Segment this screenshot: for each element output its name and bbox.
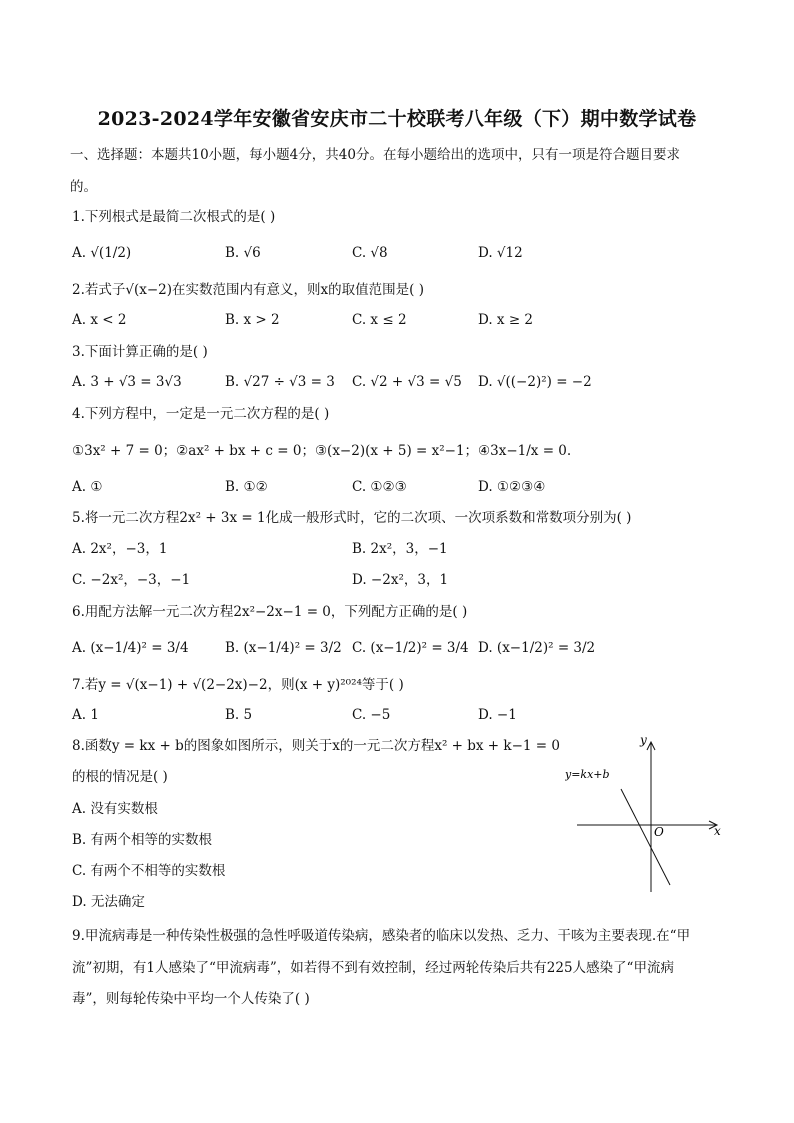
question-7-option-c: C. −5 <box>352 707 391 723</box>
question-8-stem-line2: 的根的情况是( ) <box>72 769 168 785</box>
question-8-option-d: D. 无法确定 <box>72 894 145 910</box>
question-2-option-c: C. x ≤ 2 <box>352 312 407 328</box>
question-1-option-c: C. √8 <box>352 245 388 261</box>
question-3-option-d: D. √((−2)²) = −2 <box>478 374 592 390</box>
x-axis-label: x <box>714 824 721 838</box>
question-6-option-d: D. (x−1/2)² = 3/2 <box>478 640 596 656</box>
question-8-stem-line1: 8.函数y = kx + b的图象如图所示，则关于x的一元二次方程x² + bx + k−1 = 0 <box>72 738 560 754</box>
line-equation-label: y=kx+b <box>565 768 610 781</box>
question-8-option-a: A. 没有实数根 <box>72 801 158 817</box>
question-4-option-c: C. ①②③ <box>352 479 407 495</box>
question-1-stem: 1.下列根式是最简二次根式的是( ) <box>72 209 276 225</box>
question-5-option-c: C. −2x²，−3，−1 <box>72 572 191 588</box>
question-2-option-d: D. x ≥ 2 <box>478 312 534 328</box>
section-heading-line1: 一、选择题：本题共10小题，每小题4分，共40分。在每小题给出的选项中，只有一项是符合题目要求 <box>70 147 680 163</box>
question-8-graph <box>565 732 730 897</box>
question-5-option-b: B. 2x²，3，−1 <box>352 541 448 557</box>
question-4-option-a: A. ① <box>72 479 103 495</box>
question-4-option-b: B. ①② <box>225 479 268 495</box>
question-2-option-b: B. x > 2 <box>225 312 280 328</box>
question-8-option-b: B. 有两个相等的实数根 <box>72 832 213 848</box>
question-9-stem-line3: 毒”，则每轮传染中平均一个人传染了( ) <box>72 991 310 1007</box>
question-5-stem: 5.将一元二次方程2x² + 3x = 1化成一般形式时，它的二次项、一次项系数和常数项分别为( ) <box>72 510 632 526</box>
question-1-option-b: B. √6 <box>225 245 261 261</box>
question-4-detail: ①3x² + 7 = 0；②ax² + bx + c = 0；③(x−2)(x + 5) = x²−1；④3x−1/x = 0. <box>72 443 572 459</box>
question-6-option-b: B. (x−1/4)² = 3/2 <box>225 640 342 656</box>
question-2-stem: 2.若式子√(x−2)在实数范围内有意义，则x的取值范围是( ) <box>72 282 424 298</box>
question-7-option-b: B. 5 <box>225 707 253 723</box>
section-heading-line2: 的。 <box>70 179 97 195</box>
question-9-stem-line1: 9.甲流病毒是一种传染性极强的急性呼吸道传染病，感染者的临床以发热、乏力、干咳为主要表现.在“甲 <box>72 928 691 944</box>
question-1-option-a: A. √(1/2) <box>72 245 132 261</box>
question-8-option-c: C. 有两个不相等的实数根 <box>72 863 226 879</box>
question-9-stem-line2: 流”初期，有1人感染了“甲流病毒”，如若得不到有效控制，经过两轮传染后共有225人感染了“甲流病 <box>72 960 674 976</box>
question-6-option-c: C. (x−1/2)² = 3/4 <box>352 640 469 656</box>
question-1-option-d: D. √12 <box>478 245 523 261</box>
question-7-option-a: A. 1 <box>72 707 99 723</box>
question-3-stem: 3.下面计算正确的是( ) <box>72 344 208 360</box>
question-5-option-d: D. −2x²，3，1 <box>352 572 449 588</box>
exam-title: 2023-2024学年安徽省安庆市二十校联考八年级（下）期中数学试卷 <box>97 108 697 130</box>
question-6-option-a: A. (x−1/4)² = 3/4 <box>72 640 189 656</box>
question-3-option-a: A. 3 + √3 = 3√3 <box>72 374 182 390</box>
question-6-stem: 6.用配方法解一元二次方程2x²−2x−1 = 0，下列配方正确的是( ) <box>72 604 468 620</box>
question-4-option-d: D. ①②③④ <box>478 479 546 495</box>
question-3-option-b: B. √27 ÷ √3 = 3 <box>225 374 335 390</box>
origin-label: O <box>654 825 664 839</box>
question-3-option-c: C. √2 + √3 = √5 <box>352 374 462 390</box>
question-7-option-d: D. −1 <box>478 707 517 723</box>
y-axis-label: y <box>640 733 647 747</box>
question-7-stem: 7.若y = √(x−1) + √(2−2x)−2，则(x + y)²⁰²⁴等于( ) <box>72 677 404 693</box>
question-5-option-a: A. 2x²，−3，1 <box>72 541 168 557</box>
question-4-stem: 4.下列方程中，一定是一元二次方程的是( ) <box>72 406 330 422</box>
question-2-option-a: A. x < 2 <box>72 312 127 328</box>
